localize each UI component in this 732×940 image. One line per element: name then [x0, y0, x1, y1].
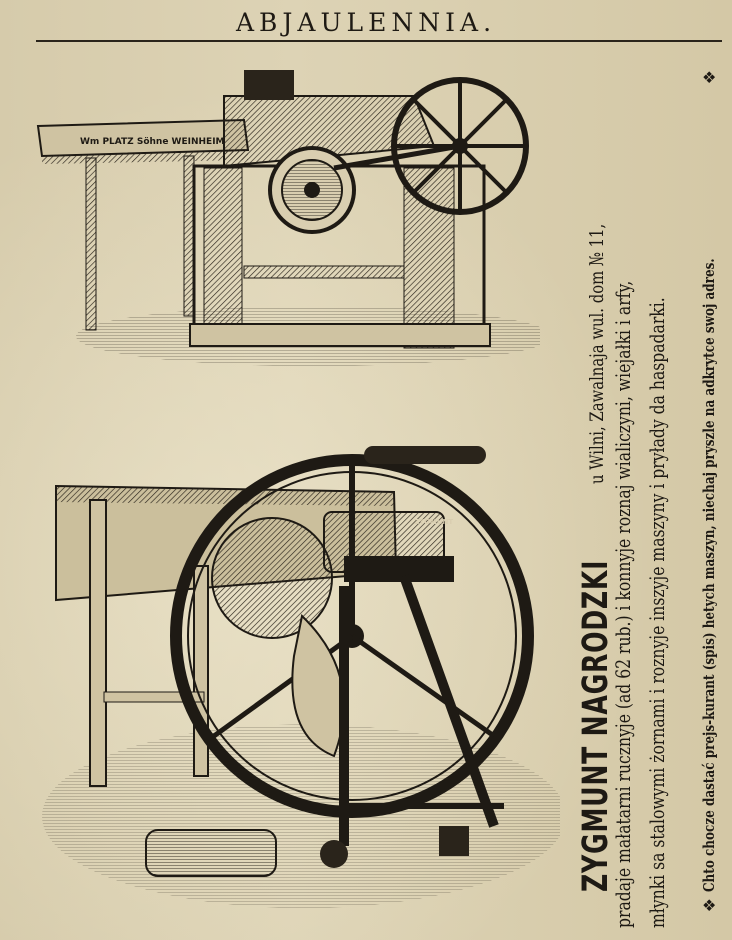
ad-body-line-2: młynki sa stalowymi żornami i roznyje inszyje maszyny i pryłady da haspadarki.	[646, 297, 669, 928]
merchant-name: ZYGMUNT NAGRODZKI	[576, 559, 616, 892]
ad-body-line-1: pradaje małatarni rucznyje (ad 62 rub.) i konnyje roznaj wialiczyni, wiejałki i arfy,	[612, 280, 635, 928]
engraving-chaff-cutter	[34, 376, 560, 924]
ornament-bottom: ❖	[702, 896, 717, 915]
chaff-cutter-illustration	[34, 376, 560, 924]
engraving-straw-cutter	[34, 56, 540, 372]
ornament-top: ❖	[702, 68, 717, 87]
page-title: ABJAULENNIA.	[235, 8, 497, 37]
straw-cutter-illustration	[34, 56, 540, 372]
merchant-address: u Wilni, Zawalnaja wul. dom № 11,	[586, 223, 608, 485]
page-header	[0, 0, 732, 44]
maker-plate-bottom: ZYGMUNT	[414, 518, 454, 526]
maker-plate-top: Wm PLATZ Söhne WEINHEIM	[80, 137, 225, 147]
ad-footer: Chto chocze dastać prejs-kurant (spis) hetych maszyn, niechaj pryszle na adkrytce swoj adres.	[700, 258, 718, 892]
header-rule	[36, 40, 722, 42]
